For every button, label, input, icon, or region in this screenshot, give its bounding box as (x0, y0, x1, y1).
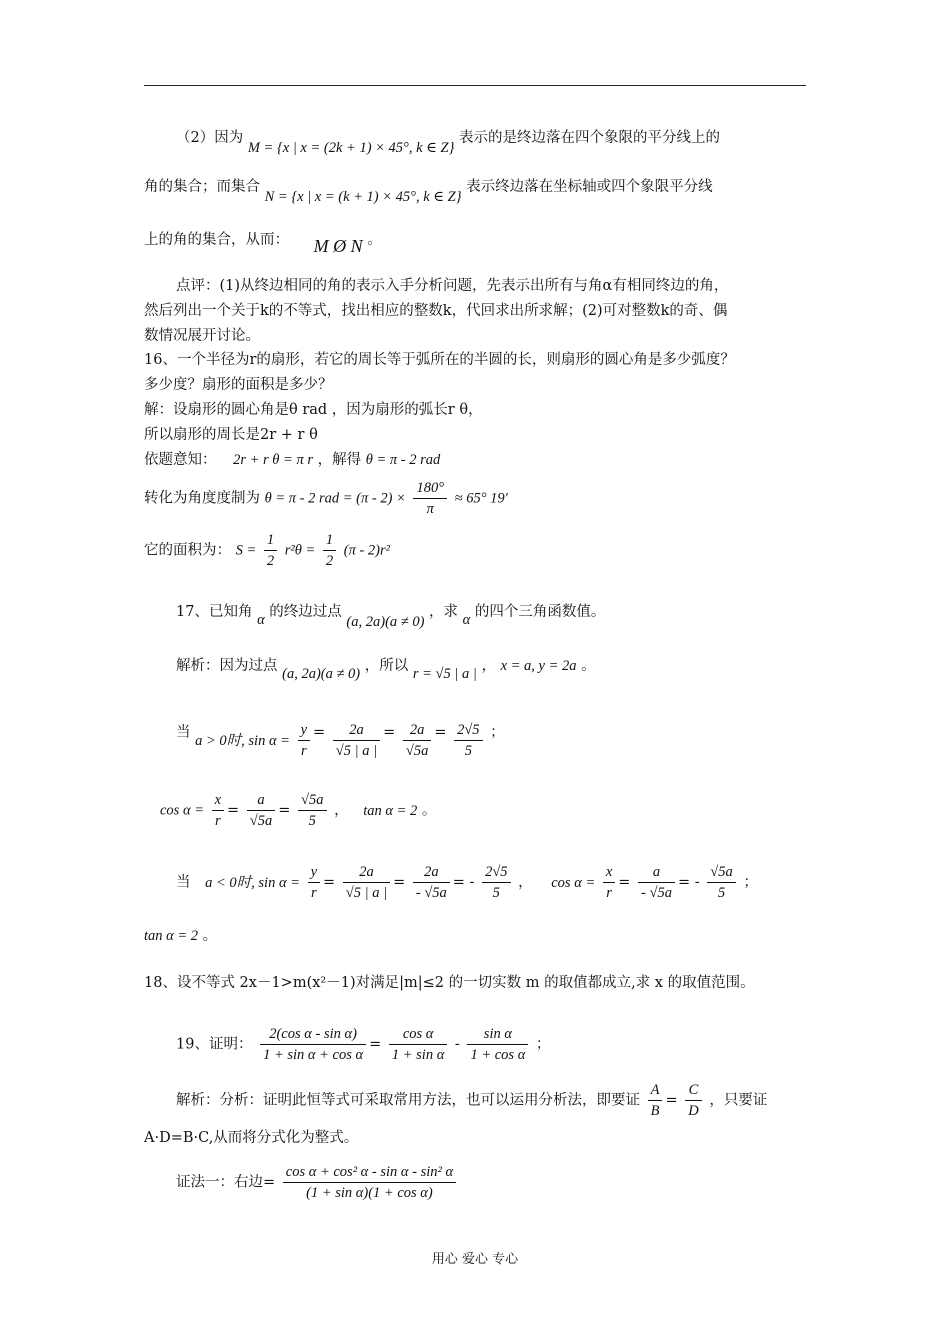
fraction (298, 790, 326, 831)
equation: cos α = (160, 802, 204, 819)
denominator: √5 | a | (345, 885, 388, 901)
denominator: r (310, 885, 317, 901)
denominator: 5 (717, 885, 726, 901)
denominator: - √5a (415, 885, 447, 901)
symbol: α (257, 612, 265, 628)
text: ； (490, 724, 505, 741)
text: 的四个三角函数值。 (474, 604, 606, 620)
text: 当 (176, 724, 191, 741)
equation: S = (235, 542, 257, 559)
numerator: cos α + cos² α - sin α - sin² α (283, 1162, 456, 1183)
denominator: r (300, 743, 307, 759)
fraction (648, 1080, 663, 1121)
text: 17、已知角 (176, 604, 253, 620)
numerator: √5a (707, 862, 735, 883)
q19-proof-1 (176, 1162, 459, 1203)
denominator: 1 + cos α (470, 1047, 526, 1063)
p15-line-2 (144, 177, 713, 205)
numerator: y (298, 720, 310, 741)
fraction (308, 862, 320, 903)
fraction (454, 720, 482, 761)
text: 解析：因为过点 (176, 658, 278, 674)
fraction (298, 720, 310, 761)
denominator: (1 + sin α)(1 + cos α) (306, 1185, 433, 1201)
fraction (413, 478, 447, 519)
point-formula: (a, 2a)(a ≠ 0) (282, 666, 361, 682)
q18-line: 18、设不等式 2x－1>m(x²－1)对满足|m|≤2 的一切实数 m 的取值都成立,求 x 的取值范围。 (144, 975, 755, 991)
equation: x = a, y = 2a (500, 658, 577, 674)
denominator: π (426, 501, 434, 517)
text: 。 (421, 802, 437, 819)
denominator: √5 | a | (335, 743, 378, 759)
equation: r = √5 | a | (412, 666, 477, 682)
text: 证法一：右边= (176, 1174, 276, 1191)
numerator: 180° (413, 478, 447, 499)
equation: ≈ 65° 19′ (454, 490, 508, 507)
numerator: x (603, 862, 615, 883)
q17-case-2: 当 a < 0时, sin α = $\frac{y}{r}$ = $\frac{2a}{√5 | a |}$ = $\frac{2a}{- √5a}$ = - $\frac{2√5}{5}$ ， cos α = $\frac{x}{r}$ = $\frac{a}{- √5a}$ = - $\frac{√5a}{5}$ ； (176, 864, 758, 901)
numerator: 2a (413, 862, 450, 883)
text: ，解得 (317, 452, 362, 468)
text: 它的面积为： (144, 542, 231, 559)
fraction (603, 862, 615, 903)
numerator: 2a (343, 862, 390, 883)
numerator: 2√5 (454, 720, 482, 741)
equation: θ = π - 2 rad (365, 452, 441, 468)
q17-line-1 (176, 602, 606, 630)
numerator: y (308, 862, 320, 883)
denominator: r (606, 885, 612, 901)
text: ， (481, 658, 496, 674)
text: ， (334, 802, 349, 819)
text: ； (743, 874, 758, 891)
q16-line-5 (144, 450, 440, 470)
numerator: x (212, 790, 224, 811)
q17-line-2 (176, 656, 596, 682)
text: ； (535, 1036, 551, 1053)
q16-line-6 (144, 478, 508, 519)
fraction (247, 790, 275, 831)
fraction (638, 862, 675, 903)
equation: 2r + r θ = π r (233, 452, 313, 468)
comment-line-1: 点评：(1)从终边相同的角的表示入手分析问题，先表示出所有与角α有相同终边的角， (176, 278, 729, 294)
numerator: 2a (403, 720, 431, 741)
subset-formula: M Ø N (313, 236, 363, 256)
text: 。 (367, 232, 382, 248)
q16-line-7 (144, 530, 390, 571)
set-n-formula: N = {x | x = (k + 1) × 45°, k ∈ Z} (264, 189, 462, 205)
fraction (333, 720, 380, 761)
text: 解析：分析：证明此恒等式可采取常用方法，也可以运用分析法，即要证 (176, 1092, 640, 1109)
q19-statement: 19、证明： $\frac{\text{2(cos α - sin α)}}{\text{1 + sin α + cos α}}$ = $\frac{\text{cos α}}{\text{1 + sin α}}$ - $\frac{\text{sin α}}{\text{1 + cos α}}$ ； (176, 1026, 551, 1063)
q17-case-2-tan (144, 926, 217, 946)
numerator: 2(cos α - sin α) (260, 1024, 366, 1045)
equation: tan α = 2 (144, 928, 199, 944)
numerator: 2a (333, 720, 380, 741)
numerator: sin α (467, 1024, 528, 1045)
denominator: 1 + sin α (391, 1047, 445, 1063)
text: ，求 (429, 604, 459, 620)
header-rule (144, 85, 806, 86)
p15-line-3 (144, 228, 382, 256)
fraction (467, 1024, 528, 1065)
text: ，所以 (364, 658, 409, 674)
denominator: r (214, 813, 221, 829)
numerator: cos α (389, 1024, 447, 1045)
text: 依题意知： (144, 452, 217, 468)
fraction (343, 862, 390, 903)
fraction (413, 862, 450, 903)
comment-line-3: 数情况展开讨论。 (144, 328, 260, 344)
denominator: B (650, 1103, 660, 1119)
fraction (403, 720, 431, 761)
denominator: 5 (308, 813, 316, 829)
denominator: √5a (249, 813, 273, 829)
set-m-formula: M = {x | x = (2k + 1) × 45°, k ∈ Z} (247, 140, 455, 156)
text: 的终边过点 (269, 604, 342, 620)
denominator: 5 (464, 743, 472, 759)
fraction (482, 862, 510, 903)
equation: (π - 2)r² (343, 542, 390, 559)
equation: tan α = 2 (363, 802, 418, 819)
numerator: 2√5 (482, 862, 510, 883)
comment-line-2: 然后列出一个关于k的不等式，找出相应的整数k，代回求出所求解；(2)可对整数k的奇、偶 (144, 303, 728, 319)
page-footer: 用心 爱心 专心 (431, 1252, 519, 1267)
denominator: √5a (405, 743, 429, 759)
text: 。 (202, 928, 218, 944)
fraction (323, 530, 336, 571)
text: 转化为角度度制为 (144, 490, 260, 507)
q16-line-1: 16、一个半径为r的扇形，若它的周长等于弧所在的半圆的长，则扇形的圆心角是多少弧度？ (144, 352, 735, 368)
fraction (685, 1080, 701, 1121)
equation: r²θ = (284, 542, 316, 559)
text: 当 (176, 874, 191, 891)
numerator: C (685, 1080, 701, 1101)
numerator: √5a (298, 790, 326, 811)
fraction (260, 1024, 366, 1065)
equation: cos α = (551, 874, 596, 891)
equation: a < 0时, sin α = (205, 874, 300, 891)
equation: a > 0时, sin α = (195, 732, 290, 749)
numerator: A (648, 1080, 663, 1101)
point-formula: (a, 2a)(a ≠ 0) (346, 614, 425, 630)
text: 。 (581, 658, 596, 674)
fraction (212, 790, 224, 831)
text: ， (518, 874, 533, 891)
text: 上的角的集合，从而： (144, 232, 289, 248)
denominator: 2 (325, 553, 334, 569)
text: 19、证明： (176, 1036, 253, 1053)
equation: θ = π - 2 rad = (π - 2) × (264, 490, 406, 507)
text: ，只要证 (709, 1092, 768, 1109)
denominator: 2 (266, 553, 275, 569)
fraction (389, 1024, 447, 1065)
denominator: - √5a (641, 885, 672, 901)
numerator: 1 (264, 530, 277, 551)
denominator: D (688, 1103, 699, 1119)
text: 角的集合；而集合 (144, 179, 260, 195)
text: （2）因为 (176, 130, 244, 146)
p15-line-1 (176, 128, 721, 156)
q17-case-1: 当 a > 0时, sin α = $\frac{y}{r}$ = $\frac{2a}{√5 | a |}$ = $\frac{2a}{√5a}$ = $\frac{2√5}{5}$ ； (176, 722, 505, 759)
numerator: a (247, 790, 275, 811)
symbol: α (462, 612, 471, 628)
q19-analysis-2: A·D=B·C,从而将分式化为整式。 (144, 1130, 359, 1146)
numerator: a (638, 862, 675, 883)
numerator: 1 (323, 530, 336, 551)
fraction (707, 862, 735, 903)
text: 表示的是终边落在四个象限的平分线上的 (459, 130, 721, 146)
q17-case-1-cos: cos α = $\frac{x}{r}$ = $\frac{a}{√5a}$ = $\frac{√5a}{5}$ ， tan α = 2 。 (160, 792, 437, 829)
text: 表示终边落在坐标轴或四个象限平分线 (466, 179, 713, 195)
q16-line-3: 解：设扇形的圆心角是θ rad ，因为扇形的弧长r θ， (144, 402, 483, 418)
denominator: 1 + sin α + cos α (263, 1047, 364, 1063)
fraction (283, 1162, 456, 1203)
denominator: 5 (492, 885, 500, 901)
q19-analysis-1: 解析：分析：证明此恒等式可采取常用方法，也可以运用分析法，即要证 $\frac{A}{B}$ = $\frac{C}{D}$ ，只要证 (176, 1082, 768, 1119)
q16-line-2: 多少度？扇形的面积是多少？ (144, 377, 333, 393)
q16-line-4: 所以扇形的周长是2r + r θ (144, 427, 318, 443)
fraction (264, 530, 277, 571)
